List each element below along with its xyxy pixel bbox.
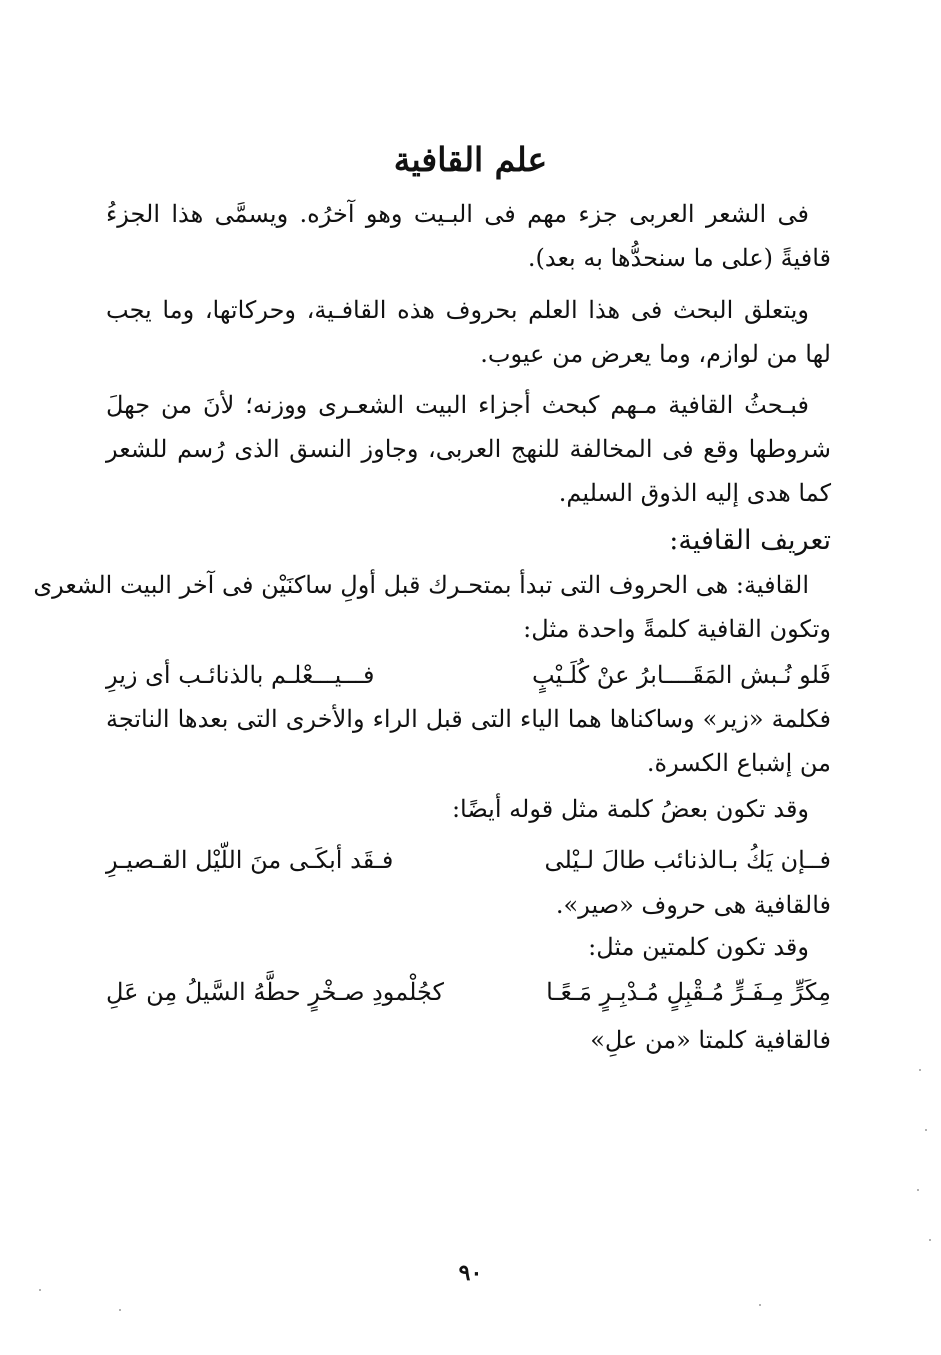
verse-first-hemistich: مِكَرٍّ مِـفَـرٍّ مُـقْبِلٍ مُـدْبِـرٍ مَـعًـا bbox=[546, 978, 831, 1006]
verse-first-hemistich: فــإن يَكُ بـالذنائب طالَ لـيْلى bbox=[544, 846, 831, 874]
scope-paragraph: ويتعلق البحث فى هذا العلم بحروف هذه القافـية، وحركاتها، وما يجب لها من لوازم، وما يعرض من عيوب. bbox=[106, 296, 831, 368]
rhyme-note: فالقافية هى حروف «صير». bbox=[555, 891, 831, 919]
example-intro: وقد تكون كلمتين مثل: bbox=[588, 933, 809, 961]
definition-example-intro: وتكون القافية كلمةً واحدة مثل: bbox=[523, 615, 831, 643]
explanation-paragraph: فكلمة «زير» وساكناها هما الياء التى قبل الراء والأخرى التى بعدها الناتجة من إشباع الكسرة. bbox=[106, 705, 831, 777]
definition-line: القافية: هى الحروف التى تبدأ بمتحـرك قبل أولِ ساكنَيْن فى آخر البيت الشعرى bbox=[33, 571, 809, 599]
intro-paragraph: فى الشعر العربى جزء مهم فى البـيت وهو آخرُه. ويسمَّى هذا الجزءُ قافيةً (على ما سنحدُّها به بعد). bbox=[106, 200, 831, 272]
definition-heading: تعريف القافية: bbox=[669, 525, 831, 556]
rhyme-note: فالقافية كلمتا «من علِ» bbox=[590, 1026, 831, 1054]
verse-second-hemistich: كجُلْمودِ صـخْرٍ حطَّهُ السَّيلُ مِن عَلِ bbox=[106, 978, 444, 1006]
verse-second-hemistich: فـــيـــعْلـم بالذنائـب أى زيرِ bbox=[106, 661, 375, 689]
page-title: علم القافية bbox=[393, 140, 548, 179]
example-intro: وقد تكون بعضُ كلمة مثل قوله أيضًا: bbox=[451, 795, 809, 823]
page-number: ٩٠ bbox=[458, 1260, 483, 1286]
importance-paragraph: فبـحثُ القافية مـهم كبحث أجزاء البيت الشعـرى ووزنه؛ لأنَ من جهلَ شروطها وقع فى المخالفة للنهج العربى، وجاوز النسق الذى رُسم للشعر كما هدى إليه الذوق السليم. bbox=[106, 391, 831, 507]
verse-second-hemistich: فـقَد أبكَـى منَ اللّيْل القـصيـرِ bbox=[106, 846, 394, 874]
verse-first-hemistich: فَلو نُـبش المَقَــــابرُ عنْ كُلَـيْبٍ bbox=[531, 661, 831, 689]
